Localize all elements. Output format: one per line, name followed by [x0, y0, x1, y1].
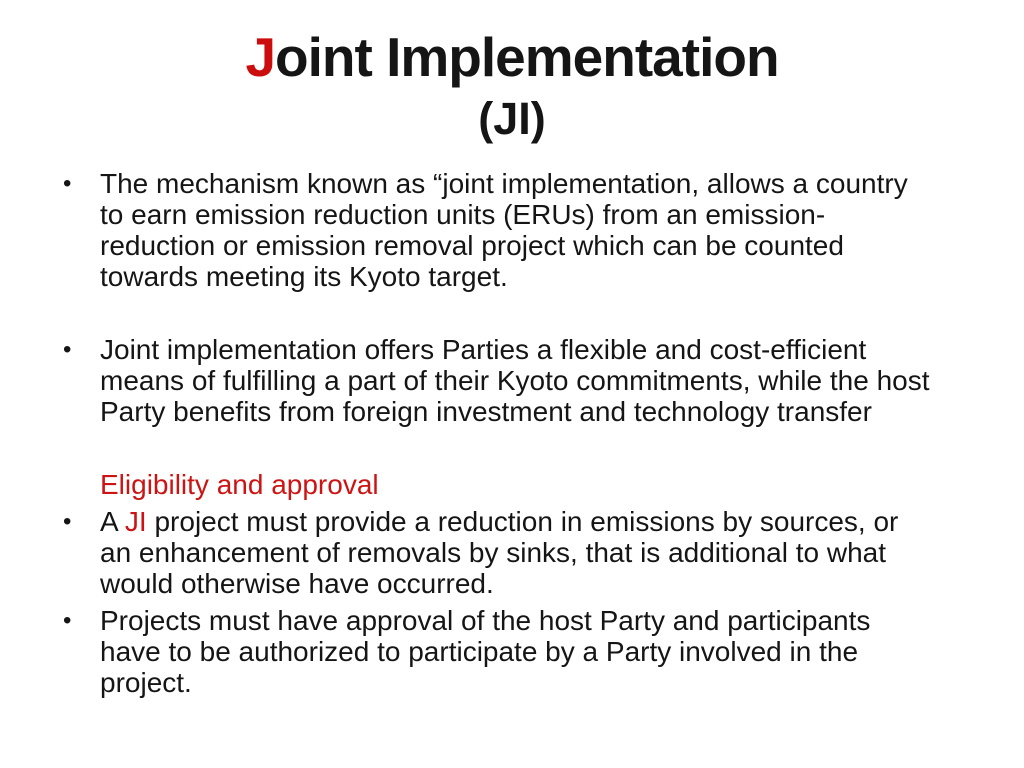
bullet-marker: •	[63, 170, 72, 198]
bullet-marker: •	[63, 508, 72, 536]
bullet-3-ji-highlight: JI	[124, 506, 147, 538]
slide-subtitle: (JI)	[478, 93, 546, 144]
bullet-text-4: Projects must have approval of the host Party and participants have to be authorized to participate by a Party involved in the project.	[100, 605, 871, 699]
title-remainder: oint Implementation	[275, 26, 779, 88]
section-heading-eligibility: Eligibility and approval	[100, 469, 379, 501]
bullet-text-1: The mechanism known as “joint implementation, allows a country to earn emission reduction units (ERUs) from an emission-reduction or emission removal project which can be counted towards meeting its Kyoto target.	[100, 168, 908, 293]
bullet-item-1	[63, 168, 934, 292]
title-initial-letter: J	[245, 26, 276, 88]
bullet-marker: •	[63, 336, 72, 364]
bullet-3-prefix: A	[100, 506, 125, 538]
slide-body	[63, 168, 934, 698]
bullet-3-suffix: project must provide a reduction in emissions by sources, or an enhancement of removals by sinks, that is additional to what would otherwise have occurred.	[100, 506, 899, 600]
bullet-marker: •	[63, 607, 72, 635]
bullet-item-3	[63, 506, 934, 599]
bullet-item-2	[63, 334, 934, 427]
slide-title	[10, 26, 1014, 88]
bullet-text-3	[100, 506, 934, 599]
bullet-item-4	[63, 605, 934, 698]
bullet-text-2: Joint implementation offers Parties a flexible and cost-efficient means of fulfilling a part of their Kyoto commitments, while the host Party benefits from foreign investment and technology transfer	[100, 334, 930, 428]
